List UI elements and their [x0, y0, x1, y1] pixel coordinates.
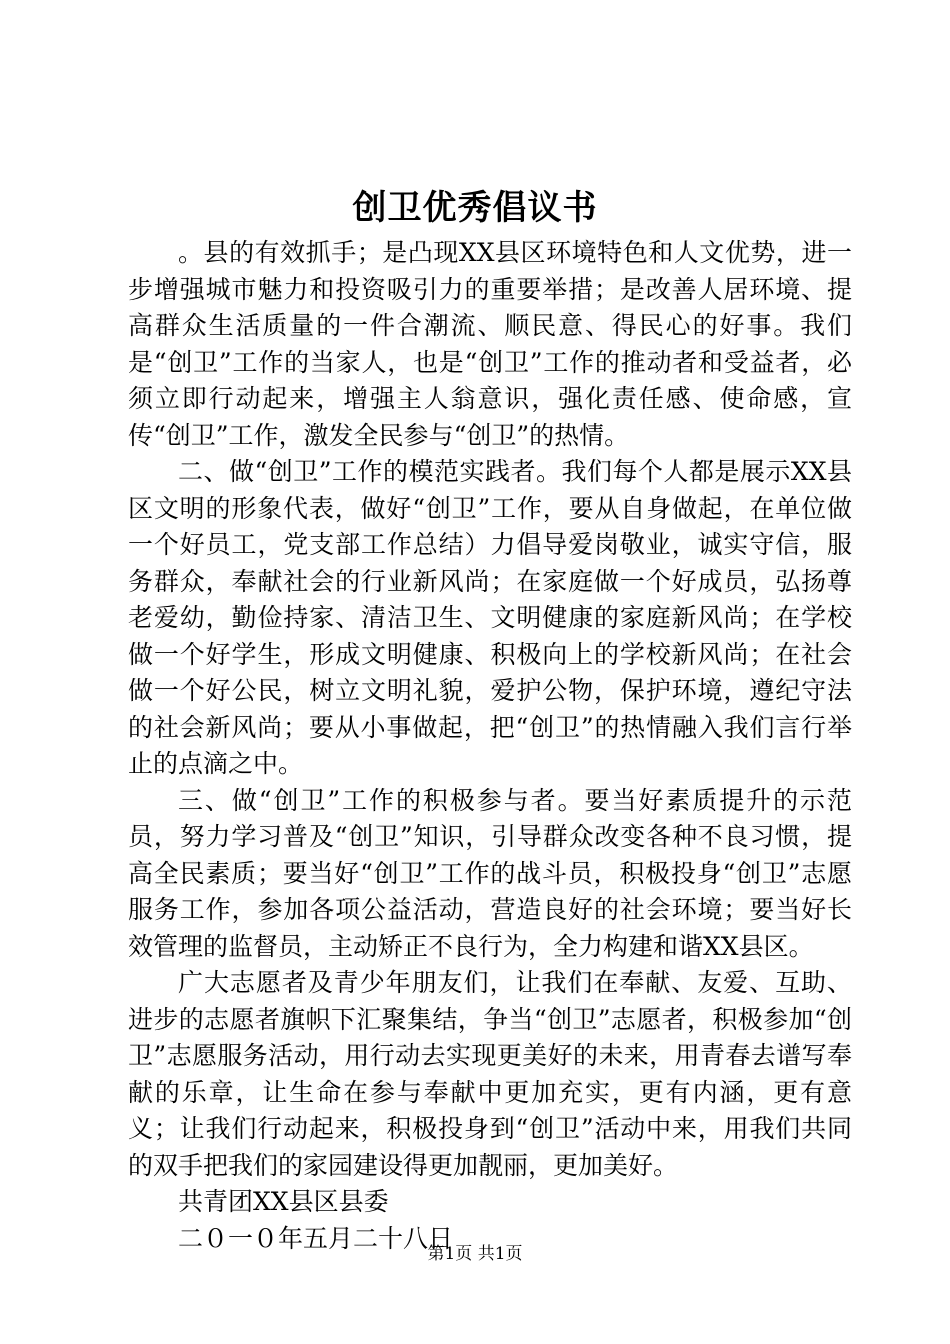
paragraph-1: 。县的有效抓手；是凸现XX县区环境特色和人文优势，进一步增强城市魅力和投资吸引力的重要举措；是改善人居环境、提高群众生活质量的一件合潮流、顺民意、得民心的好事。我们是“创卫”工作的当家人，也是“创卫”工作的推动者和受益者，必须立即行动起来，增强主人翁意识，强化责任感、使命感，宣传“创卫”工作，激发全民参与“创卫”的热情。 — [128, 238, 852, 450]
paragraph-2: 二、做“创卫”工作的模范实践者。我们每个人都是展示XX县区文明的形象代表，做好“创卫”工作，要从自身做起，在单位做一个好员工，党支部工作总结）力倡导爱岗敬业，诚实守信，服务群众，奉献社会的行业新风尚；在家庭做一个好成员，弘扬尊老爱幼，勤俭持家、清洁卫生、文明健康的家庭新风尚；在学校做一个好学生，形成文明健康、积极向上的学校新风尚；在社会做一个好公民，树立文明礼貌，爱护公物，保护环境，遵纪守法的社会新风尚；要从小事做起，把“创卫”的热情融入我们言行举止的点滴之中。 — [128, 457, 852, 778]
page-footer: 第1页 共1页 — [427, 1244, 523, 1264]
paragraph-3: 三、做“创卫”工作的积极参与者。要当好素质提升的示范员，努力学习普及“创卫”知识，引导群众改变各种不良习惯，提高全民素质；要当好“创卫”工作的战斗员，积极投身“创卫”志愿服务工作，参加各项公益活动，营造良好的社会环境；要当好长效管理的监督员，主动矫正不良行为，全力构建和谐XX县区。 — [128, 785, 852, 961]
paragraph-4: 广大志愿者及青少年朋友们，让我们在奉献、友爱、互助、进步的志愿者旗帜下汇聚集结，争当“创卫”志愿者，积极参加“创卫”志愿服务活动，用行动去实现更美好的未来，用青春去谱写奉献的乐章，让生命在参与奉献中更加充实，更有内涵，更有意义；让我们行动起来，积极投身到“创卫”活动中来，用我们共同的双手把我们的家园建设得更加靓丽，更加美好。 — [128, 968, 852, 1180]
date: 二０一０年五月二十八日 — [178, 1223, 454, 1253]
signature: 共青团XX县区县委 — [178, 1187, 389, 1216]
document-body — [128, 235, 852, 1257]
document-title: 创卫优秀倡议书 — [352, 188, 598, 228]
